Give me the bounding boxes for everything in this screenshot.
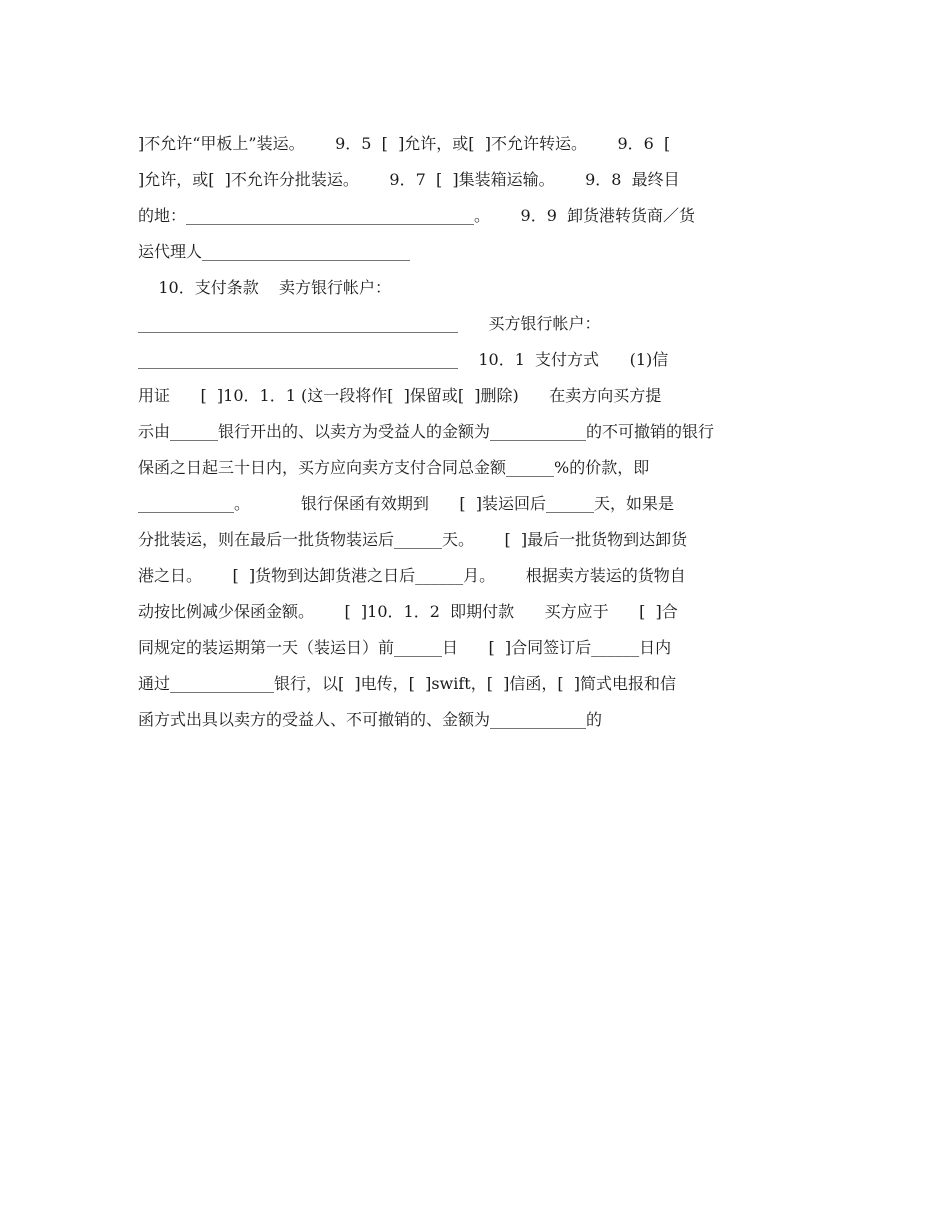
text-line-16: 通过_____________银行，以[ ]电传，[ ]swift，[ ]信函，[ ]简式电报和信 [138, 674, 677, 693]
contract-text-block [138, 126, 818, 738]
text-line-8: 用证 [ ]10．1．1 (这一段将作[ ]保留或[ ]删除) 在卖方向买方提 [138, 386, 662, 405]
text-line-13: 港之日。 [ ]货物到达卸货港之日后______月。 根据卖方装运的货物自 [138, 566, 686, 585]
text-line-3: 的地：____________________________________。 9．9 卸货港转货商／货 [138, 206, 696, 225]
text-line-12: 分批装运，则在最后一批货物装运后______天。 [ ]最后一批货物到达卸货 [138, 530, 688, 549]
text-line-17: 函方式出具以卖方的受益人、不可撤销的、金额为____________的 [138, 710, 603, 729]
text-line-7: ________________________________________ 10．1 支付方式 (1)信 [138, 350, 669, 369]
text-line-6: ________________________________________ 买方银行帐户： [138, 314, 601, 333]
text-line-1: ]不允许“甲板上”装运。 9．5 [ ]允许，或[ ]不允许转运。 9．6 [ [138, 134, 671, 153]
text-line-5: 10．支付条款 卖方银行帐户： [138, 278, 392, 297]
text-line-14: 动按比例减少保函金额。 [ ]10．1．2 即期付款 买方应于 [ ]合 [138, 602, 678, 621]
text-line-15: 同规定的装运期第一天（装运日）前______日 [ ]合同签订后______日内 [138, 638, 672, 657]
text-line-10: 保函之日起三十日内，买方应向卖方支付合同总金额______%的价款，即 [138, 458, 650, 477]
text-line-9: 示由______银行开出的、以卖方为受益人的金额为____________的不可撤销的银行 [138, 422, 715, 441]
text-line-11: ____________。 银行保函有效期到 [ ]装运回后______天，如果是 [138, 494, 675, 513]
text-line-4: 运代理人__________________________ [138, 242, 411, 261]
text-line-2: ]允许，或[ ]不允许分批装运。 9．7 [ ]集装箱运输。 9．8 最终目 [138, 170, 680, 189]
